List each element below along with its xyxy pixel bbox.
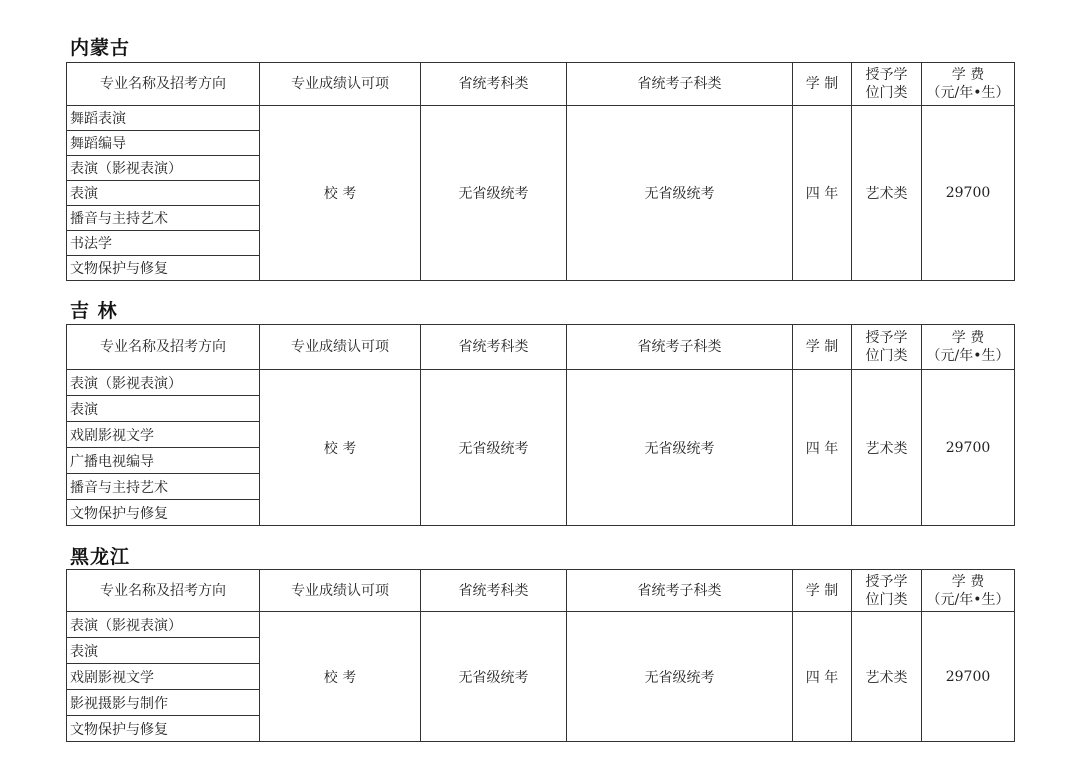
province-title: 吉 林 [70,300,118,322]
header-degree-line2: 位门类 [865,348,908,364]
header-degree [852,325,922,370]
fee-cell: 29700 [922,370,1015,526]
fee-cell: 29700 [922,612,1015,742]
admission-table [66,62,1015,281]
exam-subcategory-cell: 无省级统考 [567,370,793,526]
exam-category-cell: 无省级统考 [421,612,567,742]
province-title: 内蒙古 [70,37,131,59]
score-cell: 校 考 [260,612,421,742]
header-duration: 学 制 [793,325,852,370]
header-exam-category: 省统考科类 [421,325,567,370]
major-name-cell: 表演（影视表演） [67,156,260,181]
major-name-cell: 播音与主持艺术 [67,474,260,500]
table-row [67,370,1015,396]
header-major: 专业名称及招考方向 [67,63,260,106]
exam-subcategory-cell: 无省级统考 [567,612,793,742]
header-major: 专业名称及招考方向 [67,325,260,370]
header-fee-line1: 学 费 [951,573,985,590]
header-fee-line2: （元/年•生） [926,85,1010,101]
header-exam-subcategory: 省统考子科类 [567,325,793,370]
duration-cell: 四 年 [793,612,852,742]
major-name-cell: 表演（影视表演） [67,612,260,638]
header-fee-line2: （元/年•生） [926,591,1010,608]
header-fee-line2: （元/年•生） [926,348,1010,364]
header-fee [922,63,1015,106]
header-fee-line1: 学 费 [951,67,985,83]
header-degree [852,570,922,612]
header-exam-subcategory: 省统考子科类 [567,63,793,106]
admission-table [66,569,1015,742]
header-score: 专业成绩认可项 [260,325,421,370]
header-duration: 学 制 [793,570,852,612]
score-cell: 校 考 [260,370,421,526]
header-major: 专业名称及招考方向 [67,570,260,612]
major-name-cell: 舞蹈编导 [67,131,260,156]
header-degree-line1: 授予学 [865,67,908,83]
admission-table [66,324,1015,526]
score-cell: 校 考 [260,106,421,281]
province-title: 黑龙江 [70,546,131,568]
duration-cell: 四 年 [793,370,852,526]
major-name-cell: 文物保护与修复 [67,256,260,281]
major-name-cell: 表演 [67,638,260,664]
major-name-cell: 播音与主持艺术 [67,206,260,231]
header-score: 专业成绩认可项 [260,570,421,612]
header-fee [922,570,1015,612]
major-name-cell: 影视摄影与制作 [67,690,260,716]
table-row [67,612,1015,638]
major-name-cell: 书法学 [67,231,260,256]
major-name-cell: 戏剧影视文学 [67,664,260,690]
exam-category-cell: 无省级统考 [421,106,567,281]
major-name-cell: 表演（影视表演） [67,370,260,396]
header-exam-category: 省统考科类 [421,570,567,612]
table-header-row [67,570,1015,612]
fee-cell: 29700 [922,106,1015,281]
table-row [67,106,1015,131]
major-name-cell: 戏剧影视文学 [67,422,260,448]
header-exam-subcategory: 省统考子科类 [567,570,793,612]
degree-cell: 艺术类 [852,370,922,526]
header-fee [922,325,1015,370]
header-score: 专业成绩认可项 [260,63,421,106]
major-name-cell: 表演 [67,181,260,206]
major-name-cell: 广播电视编导 [67,448,260,474]
table-header-row [67,325,1015,370]
header-degree-line1: 授予学 [865,330,908,346]
header-degree-line1: 授予学 [865,573,908,590]
exam-subcategory-cell: 无省级统考 [567,106,793,281]
header-degree-line2: 位门类 [865,85,908,101]
degree-cell: 艺术类 [852,106,922,281]
header-degree [852,63,922,106]
exam-category-cell: 无省级统考 [421,370,567,526]
header-exam-category: 省统考科类 [421,63,567,106]
major-name-cell: 表演 [67,396,260,422]
header-duration: 学 制 [793,63,852,106]
major-name-cell: 舞蹈表演 [67,106,260,131]
header-fee-line1: 学 费 [951,330,985,346]
major-name-cell: 文物保护与修复 [67,500,260,526]
degree-cell: 艺术类 [852,612,922,742]
table-header-row [67,63,1015,106]
major-name-cell: 文物保护与修复 [67,716,260,742]
header-degree-line2: 位门类 [865,591,908,608]
duration-cell: 四 年 [793,106,852,281]
